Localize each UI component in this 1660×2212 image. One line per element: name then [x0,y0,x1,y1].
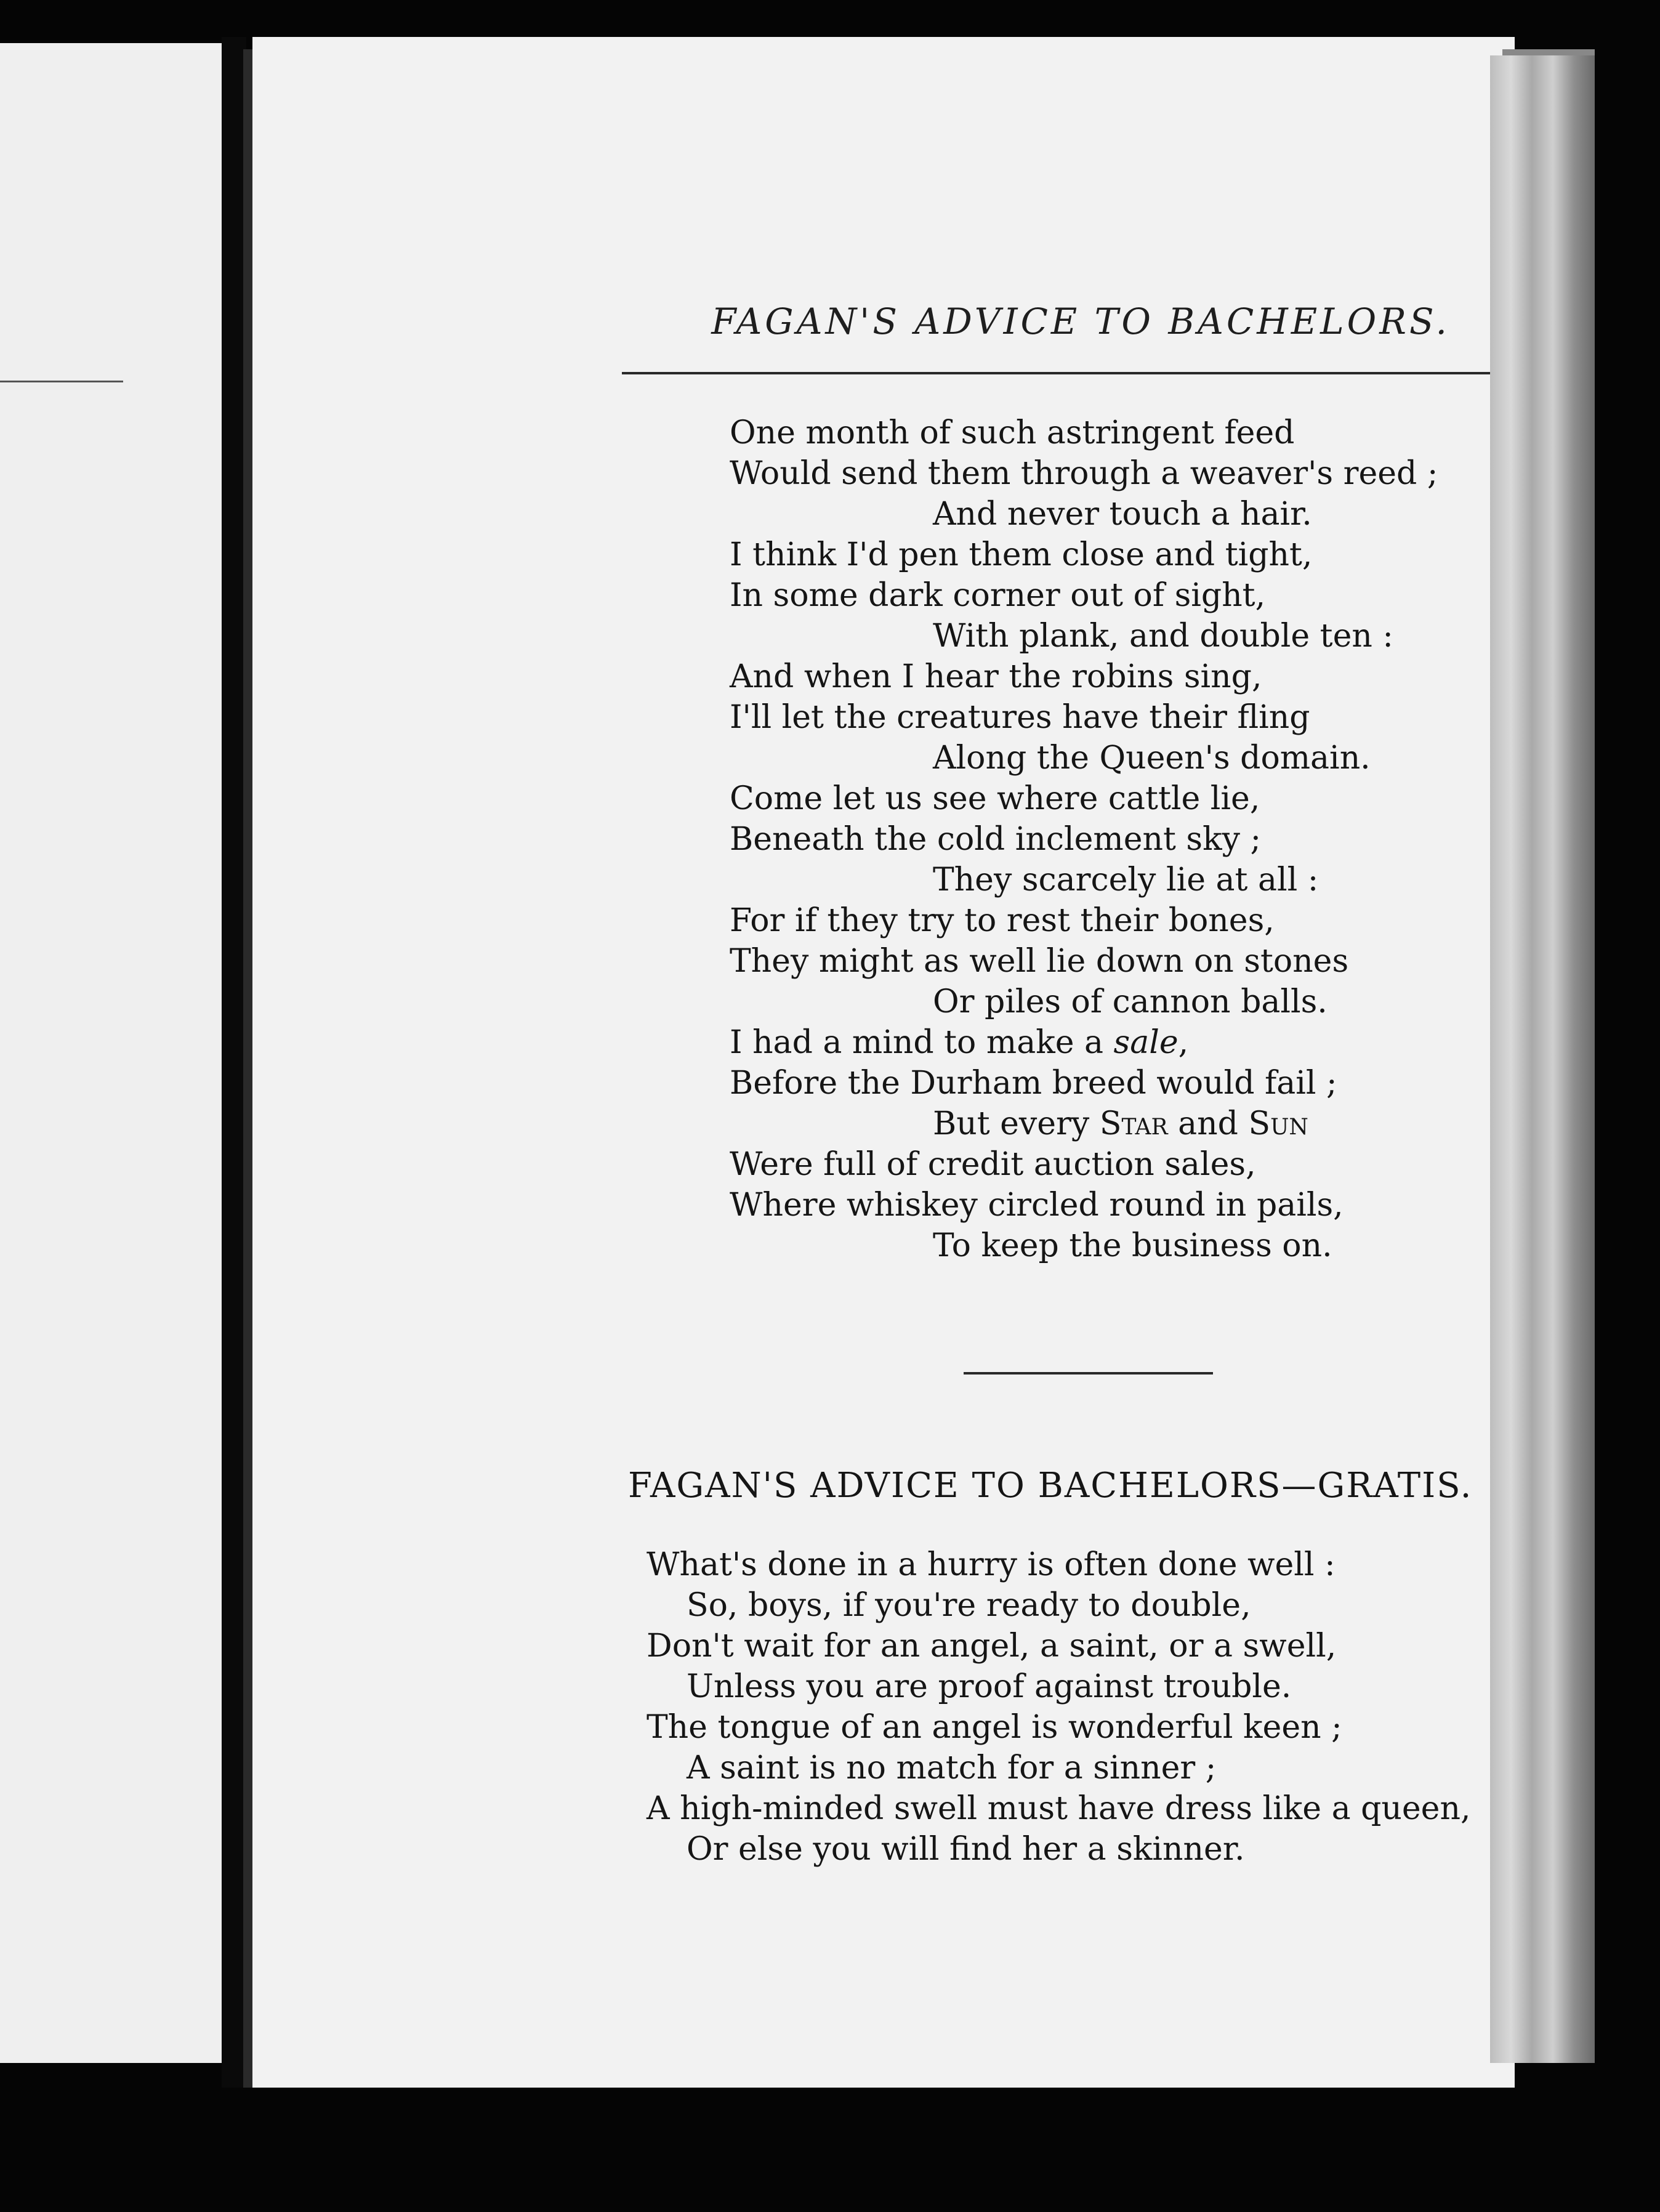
verse-line: I'll let the creatures have their fling [730,699,1310,736]
verse-line: Beneath the cold inclement sky ; [730,821,1262,858]
book-page [252,37,1515,2088]
page-header [252,301,1573,350]
verse-line: So, boys, if you're ready to double, [687,1587,1251,1624]
poem-body [647,1544,1632,1870]
verse-line: Don't wait for an angel, a saint, or a swell, [647,1628,1337,1665]
verse-line: And never touch a hair. [933,496,1312,533]
previous-page-rule [0,381,123,382]
section-divider [964,1372,1213,1374]
verse-line: Along the Queen's domain. [933,740,1371,777]
verse-line: They might as well lie down on stones [730,943,1349,980]
verse-line: For if they try to rest their bones, [730,902,1275,939]
verse-line: And when I hear the robins sing, [730,658,1262,695]
verse-line: Where whiskey circled round in pails, [730,1187,1344,1224]
small-caps-star: Star [1099,1105,1168,1142]
verse-line: Or piles of cannon balls. [933,983,1328,1020]
verse-line: A saint is no match for a sinner ; [687,1750,1217,1786]
verse-line: One month of such astringent feed [730,414,1295,451]
italic-word: sale [1113,1024,1179,1061]
verse-line: What's done in a hurry is often done well : [647,1546,1336,1583]
poem-title: FAGAN'S ADVICE TO BACHELORS—GRATIS. [628,1466,1473,1506]
verse-line: Or else you will find her a skinner. [687,1831,1245,1868]
verse-line: The tongue of an angel is wonderful keen ; [647,1709,1342,1746]
book-gutter [222,37,246,2088]
verse-line: They scarcely lie at all : [933,862,1319,898]
verse-line: Unless you are proof against trouble. [687,1668,1292,1705]
small-caps-sun: Sun [1248,1105,1308,1142]
verse-line: Before the Durham breed would fail ; [730,1065,1337,1102]
running-title: FAGAN'S ADVICE TO BACHELORS. [711,301,1450,342]
verse-text: and [1167,1105,1249,1142]
verse-text: , [1178,1024,1189,1061]
verse-line: Come let us see where cattle lie, [730,780,1260,817]
verse-text: But every [933,1105,1100,1142]
verse-line: To keep the business on. [933,1227,1332,1264]
page-edges [1490,55,1595,2063]
verse-text: I had a mind to make a [730,1024,1114,1061]
verse-line: With plank, and double ten : [933,618,1393,655]
header-rule [622,372,1573,374]
previous-page-edge [0,43,222,2063]
verse-line: I think I'd pen them close and tight, [730,536,1313,573]
verse-line: Would send them through a weaver's reed ; [730,455,1438,492]
verse-line: In some dark corner out of sight, [730,577,1266,614]
verse-line: A high-minded swell must have dress like a queen, [647,1790,1471,1827]
verse-line: Were full of credit auction sales, [730,1146,1256,1183]
